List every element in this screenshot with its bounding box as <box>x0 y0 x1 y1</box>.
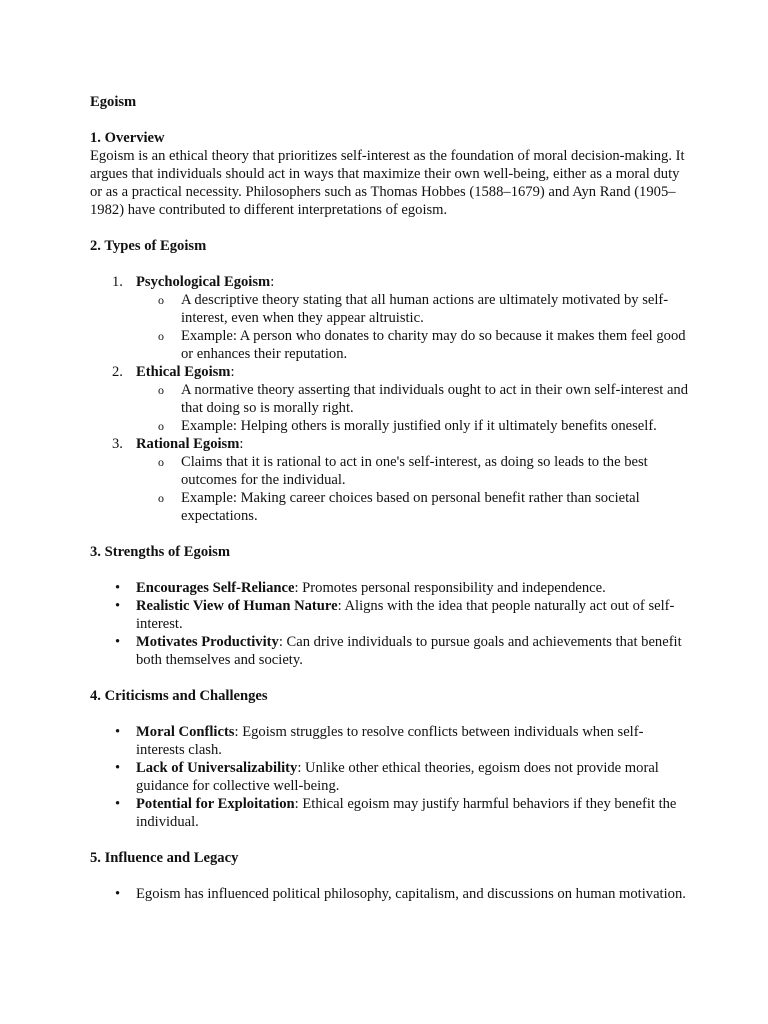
overview-paragraph: Egoism is an ethical theory that prioritizes self-interest as the foundation of moral decision-making. It argues that individuals should act in ways that maximize their own well-being, either as a moral duty or as a practical necessity. Philosophers such as Thomas Hobbes (1588–1679) and Ayn Rand (1905–1982) have contributed to different interpretations of egoism. <box>90 148 685 218</box>
sub-point: Example: Helping others is morally justified only if it ultimately benefits oneself. <box>181 418 657 434</box>
list-item <box>90 579 690 597</box>
type-name: Rational Egoism <box>136 436 240 452</box>
type-name: Ethical Egoism <box>136 364 231 380</box>
item-term: Potential for Exploitation <box>136 796 295 812</box>
spacer <box>90 867 690 885</box>
sub-list <box>136 453 690 525</box>
item-term: Encourages Self-Reliance <box>136 580 295 596</box>
list-number: 1. <box>112 274 123 290</box>
types-list-item: 2. Ethical Egoism: o A normative theory asserting that individuals ought to act in their own self-interest and that doing so is morally right. o Example: Helping others is morally justified only if it ultimately benefits oneself. <box>112 364 689 434</box>
sub-list-item <box>136 453 690 489</box>
influence-list <box>90 885 690 903</box>
sub-list <box>136 381 690 435</box>
document-title: Egoism <box>90 94 137 110</box>
types-list-item: 3. Rational Egoism: o Claims that it is rational to act in one's self-interest, as doing so leads to the best outcomes for the individual. o Example: Making career choices based on personal benefit rather than societal expectations. <box>90 435 690 525</box>
criticisms-list <box>90 723 690 831</box>
spacer <box>90 831 690 849</box>
list-item <box>90 885 690 903</box>
document-page <box>90 93 690 903</box>
item-text: Egoism has influenced political philosophy, capitalism, and discussions on human motivation. <box>136 886 686 902</box>
list-number: 3. <box>112 436 123 452</box>
section-heading-influence: 5. Influence and Legacy <box>90 850 239 866</box>
spacer <box>90 255 690 273</box>
circle-bullet-icon: o <box>158 293 164 307</box>
sub-point: A normative theory asserting that individuals ought to act in their own self-interest and that doing so is morally right. <box>181 382 689 416</box>
circle-bullet-icon: o <box>158 455 164 469</box>
sub-list-item <box>136 489 690 525</box>
bullet-icon: • <box>115 634 121 650</box>
sub-list <box>136 291 690 363</box>
circle-bullet-icon: o <box>158 419 164 433</box>
section-heading-strengths: 3. Strengths of Egoism <box>90 544 231 560</box>
circle-bullet-icon: o <box>158 383 164 397</box>
circle-bullet-icon: o <box>158 329 164 343</box>
list-item <box>90 759 690 795</box>
sub-list-item <box>136 291 690 327</box>
bullet-icon: • <box>115 796 121 812</box>
spacer <box>90 561 690 579</box>
sub-point: A descriptive theory stating that all human actions are ultimately motivated by self-interest, even when they appear altruistic. <box>181 292 669 326</box>
type-name: Psychological Egoism <box>136 274 271 290</box>
types-list-item: 1. Psychological Egoism: o A descriptive theory stating that all human actions are ultimately motivated by self-interest, even when they appear altruistic. o Example: A person who donates to charity may do so because it makes them feel good or enhances their reputation. <box>90 273 690 363</box>
list-item <box>90 633 690 669</box>
spacer <box>90 525 690 543</box>
item-text: : Aligns with the idea that people naturally act out of self-interest. <box>136 598 675 632</box>
list-item <box>90 597 690 633</box>
section-heading-overview: 1. Overview <box>90 130 165 146</box>
bullet-icon: • <box>115 886 121 902</box>
sub-list-item <box>136 417 690 435</box>
sub-list-item <box>136 327 690 363</box>
sub-point: Claims that it is rational to act in one's self-interest, as doing so leads to the best outcomes for the individual. <box>181 454 648 488</box>
bullet-icon: • <box>115 580 121 596</box>
sub-point: Example: A person who donates to charity may do so because it makes them feel good or enhances their reputation. <box>181 328 686 362</box>
strengths-list <box>90 579 690 669</box>
sub-point: Example: Making career choices based on personal benefit rather than societal expectations. <box>181 490 640 524</box>
item-text: : Unlike other ethical theories, egoism does not provide moral guidance for collective well-being. <box>136 760 659 794</box>
item-text: : Egoism struggles to resolve conflicts between individuals when self-interests clash. <box>136 724 644 758</box>
item-term: Realistic View of Human Nature <box>136 598 338 614</box>
list-item <box>90 723 690 759</box>
item-term: Lack of Universalizability <box>136 760 298 776</box>
bullet-icon: • <box>115 724 121 740</box>
sub-list-item <box>136 381 690 417</box>
circle-bullet-icon: o <box>158 491 164 505</box>
list-number: 2. <box>112 364 123 380</box>
bullet-icon: • <box>115 598 121 614</box>
types-list <box>90 273 690 525</box>
item-text: : Promotes personal responsibility and independence. <box>294 580 606 596</box>
item-term: Motivates Productivity <box>136 634 279 650</box>
spacer <box>90 669 690 687</box>
bullet-icon: • <box>115 760 121 776</box>
item-text: : Ethical egoism may justify harmful behaviors if they benefit the individual. <box>136 796 677 830</box>
item-term: Moral Conflicts <box>136 724 235 740</box>
list-item <box>90 795 690 831</box>
item-text: : Can drive individuals to pursue goals and achievements that benefit both themselves and society. <box>136 634 682 668</box>
section-heading-types: 2. Types of Egoism <box>90 238 207 254</box>
section-heading-criticisms: 4. Criticisms and Challenges <box>90 688 268 704</box>
spacer <box>90 705 690 723</box>
